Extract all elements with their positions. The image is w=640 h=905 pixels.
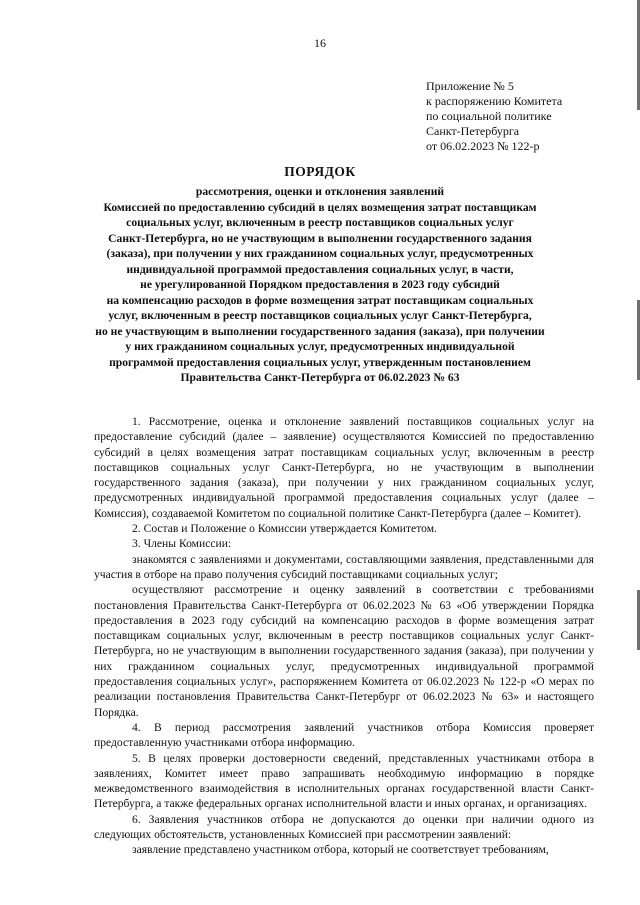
heading-line: рассмотрения, оценки и отклонения заявлений [195, 185, 445, 198]
paragraph-3: 3. Члены Комиссии: [132, 537, 232, 551]
heading-line: социальных услуг, включенным в реестр поставщиков социальных услуг [126, 216, 514, 229]
paragraph-3-item-1: знакомятся с заявлениями и документами, составляющими заявления, представленными для участия в отборе на право получения субсидий поставщиками социальных услуг; [94, 552, 594, 581]
heading-line: Правительства Санкт-Петербурга от 06.02.2023 № 63 [180, 371, 460, 384]
appendix-line: Приложение № 5 [426, 79, 514, 93]
heading-line: услуг, включенным в реестр поставщиков социальных услуг Санкт-Петербурга, [108, 309, 532, 322]
paragraph-4: 4. В период рассмотрения заявлений участников отбора Комиссия проверяет предоставленную участниками отбора информацию. [94, 720, 594, 750]
appendix-line: к распоряжению Комитета [426, 94, 563, 108]
document-heading [58, 184, 582, 386]
heading-line: программой предоставления социальных услуг, утвержденным постановлением [109, 355, 531, 369]
paragraph-1: 1. Рассмотрение, оценка и отклонение заявлений поставщиков социальных услуг на предоставление субсидий (далее – заявление) осуществляются Комиссией по предоставлению субсидий в целях возмещения затрат поставщикам социальных услуг, включенным в реестр поставщиков социальных услуг Санкт-Петербурга, но не участвующим в выполнении государственного задания (заказа), при получении у них гражданином социальных услуг, предусмотренных индивидуальной программой предоставления социальных услуг (далее – Комиссия), создаваемой Комитетом по социальной политике Санкт-Петербурга (далее – Комитет). [94, 415, 594, 520]
heading-line: не урегулированной Порядком предоставления в 2023 году субсидий [140, 278, 500, 291]
paragraph-2: 2. Состав и Положение о Комиссии утверждается Комитетом. [132, 522, 437, 536]
heading-line: Комиссией по предоставлению субсидий в целях возмещения затрат поставщикам [103, 200, 537, 214]
document-title: ПОРЯДОК [284, 164, 356, 179]
heading-line: у них гражданином социальных услуг, предусмотренных индивидуальной [125, 340, 515, 353]
heading-line: (заказа), при получении у них гражданином социальных услуг, предусмотренных [106, 247, 534, 260]
heading-line: на компенсацию расходов в форме возмещения затрат поставщикам социальных [106, 293, 534, 307]
paragraph-3-item-2: осуществляют рассмотрение и оценку заявлений в соответствии с требованиями постановления Правительства Санкт-Петербурга от 06.02.2023 № 63 «Об утверждении Порядка предоставления в 2023 году субсидий на компенсацию расходов в форме возмещения затрат поставщикам социальных услуг, включенным в реестр поставщиков социальных услуг Санкт-Петербурга, но не участвующим в выполнении государственного задания (заказа), при получении у них гражданином социальных услуг, предусмотренных индивидуальной программой предоставления социальных услуг», распоряжением Комитета от 06.02.2023 № 122-р «О мерах по реализации постановления Правительства Санкт-Петербург от 06.02.2023 № 63» и настоящего Порядка. [94, 583, 594, 719]
heading-line: но не участвующим в выполнении государственного задания (заказа), при получении [95, 324, 545, 338]
page-number: 16 [314, 36, 326, 50]
heading-line: индивидуальной программой предоставления социальных услуг, в части, [126, 262, 514, 276]
heading-line: Санкт-Петербурга, но не участвующим в выполнении государственного задания [108, 231, 532, 245]
appendix-block [426, 79, 626, 154]
paragraph-5: 5. В целях проверки достоверности сведений, представленных участниками отбора в заявлениях, Комитет имеет право запрашивать необходимую информацию в порядке межведомственного взаимодействия в исполнительных органах государственной власти Санкт-Петербурга, а также федеральных органах исполнительной власти и иных органах, и организациях. [94, 751, 594, 811]
paragraph-6-item-1: заявление представлено участником отбора, который не соответствует требованиям, [132, 843, 549, 857]
appendix-line: по социальной политике [426, 109, 552, 123]
document-body [94, 414, 594, 858]
appendix-line: от 06.02.2023 № 122-р [426, 139, 540, 153]
appendix-line: Санкт-Петербурга [426, 124, 520, 138]
paragraph-6: 6. Заявления участников отбора не допускаются до оценки при наличии одного из следующих обстоятельств, установленных Комиссией при рассмотрении заявлений: [94, 812, 594, 842]
